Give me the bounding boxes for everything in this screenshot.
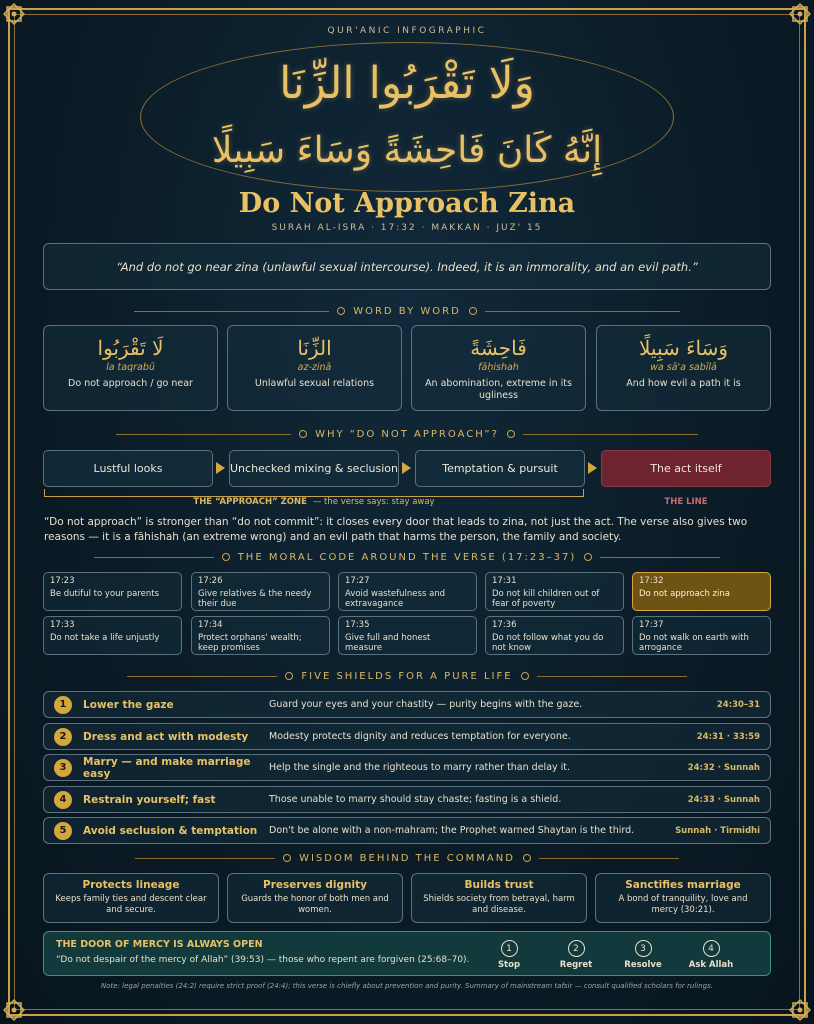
moral-code-card [632, 572, 771, 611]
moral-text: Do not walk on earth with arrogance [639, 632, 749, 654]
moral-text: Do not follow what you do not know [492, 632, 604, 654]
verse-ref: 17:31 [492, 576, 517, 586]
word-card [227, 325, 402, 411]
arrow-right-icon [216, 462, 225, 474]
arrow-right-icon [588, 462, 597, 474]
moral-code-card [632, 616, 771, 655]
shield-name: Dress and act with modesty [83, 730, 249, 743]
verse-ref: 17:33 [50, 620, 75, 630]
verse-ref: 17:37 [639, 620, 664, 630]
word-arabic: فَاحِشَةً [470, 336, 527, 360]
verse-ref: 17:36 [492, 620, 517, 630]
verse-ref: 17:34 [198, 620, 223, 630]
section-header-wisdom: WISDOM BEHIND THE COMMAND [0, 851, 814, 865]
verse-ref: 17:32 [639, 576, 664, 586]
shield-number: 2 [54, 728, 72, 746]
shield-number: 3 [54, 759, 72, 777]
shield-row [43, 817, 771, 844]
the-line-label: THE LINE [664, 497, 708, 507]
word-arabic: الزِّنَا [297, 336, 332, 360]
shield-row [43, 786, 771, 813]
word-card [596, 325, 771, 411]
wisdom-card: Preserves dignity Guards the honor of both men and women. [227, 873, 403, 923]
wisdom-card: Protects lineage Keeps family ties and descent clear and secure. [43, 873, 219, 923]
mercy-panel [43, 931, 771, 976]
moral-text: Do not approach zina [639, 588, 730, 599]
repentance-step: 1 Stop [479, 940, 539, 970]
word-meaning: Unlawful sexual relations [254, 378, 375, 389]
word-card [411, 325, 586, 411]
corner-ornament-icon [3, 3, 25, 25]
dot-icon [523, 854, 531, 862]
moral-text: Protect orphans' wealth; keep promises [198, 632, 302, 654]
verse-ref: 17:23 [50, 576, 75, 586]
repentance-step: 2 Regret [546, 940, 606, 970]
shield-description: Those unable to marry should stay chaste; fasting is a shield. [269, 794, 562, 805]
word-transliteration: la taqrabū [106, 362, 155, 373]
dot-icon [283, 854, 291, 862]
shield-description: Help the single and the righteous to marry rather than delay it. [269, 762, 571, 773]
moral-code-card [338, 572, 477, 611]
repentance-step: 4 Ask Allah [681, 940, 741, 970]
verse-ref: 17:26 [198, 576, 223, 586]
moral-text: Avoid wastefulness and extravagance [345, 588, 446, 610]
moral-code-card [485, 616, 624, 655]
wisdom-card: Sanctifies marriage A bond of tranquility, love and mercy (30:21). [595, 873, 771, 923]
shield-description: Modesty protects dignity and reduces temptation for everyone. [269, 731, 571, 742]
verse-ref: 17:27 [345, 576, 370, 586]
section-header-moral-code: THE MORAL CODE AROUND THE VERSE (17:23–37) [0, 550, 814, 564]
approach-zone-bracket [44, 489, 584, 497]
verse-ref: 17:35 [345, 620, 370, 630]
dot-icon [222, 553, 230, 561]
footnote: Note: legal penalties (24:2) require strict proof (24:4); this verse is chiefly about prevention and purity. Summary of mainstream tafsir — consult qualified scholars for rulings. [101, 982, 713, 990]
arrow-right-icon [402, 462, 411, 474]
moral-code-card [485, 572, 624, 611]
shield-name: Lower the gaze [83, 698, 174, 711]
word-arabic: لَا تَقْرَبُوا [97, 336, 164, 360]
shield-description: Guard your eyes and your chastity — purity begins with the gaze. [269, 699, 583, 710]
eyebrow-label: QUR'ANIC INFOGRAPHIC [327, 26, 487, 36]
explanation-text: “Do not approach” is stronger than “do not commit”: it closes every door that leads to zina, not just the act. The verse also gives two reasons — it is a fāhishah (an extreme wrong) and an evil path that harms the person, the family and society. [44, 516, 748, 543]
shield-number: 4 [54, 791, 72, 809]
shield-name: Avoid seclusion & temptation [83, 824, 258, 837]
dot-icon [299, 430, 307, 438]
shield-reference: 24:31 · 33:59 [696, 731, 760, 742]
mercy-title: THE DOOR OF MERCY IS ALWAYS OPEN [56, 939, 263, 950]
shield-description: Don't be alone with a non-mahram; the Prophet warned Shaytan is the third. [269, 825, 635, 836]
shield-reference: 24:30–31 [716, 699, 760, 710]
shield-reference: 24:33 · Sunnah [687, 794, 760, 805]
dot-icon [507, 430, 515, 438]
moral-text: Do not kill children out of fear of poverty [492, 588, 600, 610]
dot-icon [584, 553, 592, 561]
word-transliteration: az-zinā [297, 362, 332, 373]
progression-step-act: The act itself [601, 450, 771, 487]
word-meaning: Do not approach / go near [68, 378, 193, 389]
dot-icon [521, 672, 529, 680]
shield-name: Marry — and make marriage easy [83, 755, 251, 780]
progression-step: Lustful looks [43, 450, 213, 487]
shield-reference: 24:32 · Sunnah [687, 762, 760, 773]
corner-ornament-icon [3, 999, 25, 1021]
word-card [43, 325, 218, 411]
shield-row [43, 691, 771, 718]
word-transliteration: wa sā'a sabīlā [650, 362, 717, 373]
moral-code-card [338, 616, 477, 655]
page-title: Do Not Approach Zina [238, 188, 576, 219]
dot-icon [337, 307, 345, 315]
shield-row [43, 754, 771, 781]
translation-quote: “And do not go near zina (unlawful sexual intercourse). Indeed, it is an immorality, and an evil path.” [43, 243, 771, 290]
word-meaning: And how evil a path it is [626, 378, 741, 389]
word-meaning: An abomination, extreme in its ugliness [425, 378, 572, 402]
corner-ornament-icon [789, 3, 811, 25]
mercy-text: “Do not despair of the mercy of Allah” (39:53) — those who repent are forgiven (25:68–70). [56, 955, 470, 965]
moral-text: Be dutiful to your parents [50, 588, 160, 599]
verse-reference: SURAH AL-ISRA · 17:32 · MAKKAN · JUZ' 15 [271, 223, 543, 233]
moral-code-card [191, 572, 330, 611]
shield-reference: Sunnah · Tirmidhi [675, 825, 760, 836]
section-header-why: WHY “DO NOT APPROACH”? [0, 427, 814, 441]
shield-number: 1 [54, 696, 72, 714]
dot-icon [285, 672, 293, 680]
shield-name: Restrain yourself; fast [83, 793, 216, 806]
arabic-verse-line-1: وَلَا تَقْرَبُوا الزِّنَا [279, 58, 535, 109]
section-header-shields: FIVE SHIELDS FOR A PURE LIFE [0, 669, 814, 683]
moral-code-card [191, 616, 330, 655]
repentance-step: 3 Resolve [613, 940, 673, 970]
moral-code-card [43, 572, 182, 611]
dot-icon [469, 307, 477, 315]
section-header-word-by-word: WORD BY WORD [0, 304, 814, 318]
moral-text: Give relatives & the needy their due [198, 588, 312, 610]
shield-row [43, 723, 771, 750]
progression-step: Unchecked mixing & seclusion [229, 450, 399, 487]
wisdom-card: Builds trust Shields society from betrayal, harm and disease. [411, 873, 587, 923]
approach-zone-label: THE “APPROACH” ZONE — the verse says: stay away [193, 497, 435, 507]
moral-text: Give full and honest measure [345, 632, 431, 654]
moral-text: Do not take a life unjustly [50, 632, 160, 643]
word-transliteration: fāḥishah [478, 362, 519, 373]
progression-step: Temptation & pursuit [415, 450, 585, 487]
word-arabic: وَسَاءَ سَبِيلًا [638, 336, 729, 360]
shield-number: 5 [54, 822, 72, 840]
corner-ornament-icon [789, 999, 811, 1021]
arabic-verse-line-2: إِنَّهُ كَانَ فَاحِشَةً وَسَاءَ سَبِيلًا [211, 130, 603, 171]
moral-code-card [43, 616, 182, 655]
